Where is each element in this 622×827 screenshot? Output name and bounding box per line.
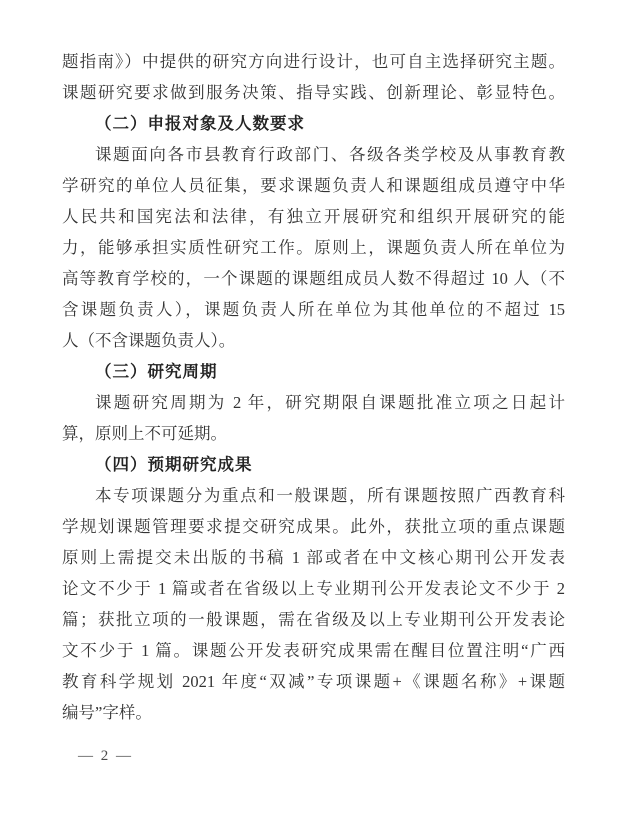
- text-line: 课题研究周期为 2 年，研究期限自课题批准立项之日起计: [95, 393, 565, 412]
- text-line: 课题面向各市县教育行政部门、各级各类学校及从事教育教: [95, 145, 565, 164]
- section-heading: （三）研究周期: [95, 362, 218, 381]
- text-line: 含课题负责人），课题负责人所在单位为其他单位的不超过 15: [62, 300, 565, 319]
- text-line: 人民共和国宪法和法律，有独立开展研究和组织开展研究的能: [62, 207, 565, 226]
- text-line: 算，原则上不可延期。: [62, 424, 227, 443]
- text-line: 原则上需提交未出版的书稿 1 部或者在中文核心期刊公开发表: [62, 548, 565, 567]
- text-line: 力，能够承担实质性研究工作。原则上，课题负责人所在单位为: [62, 238, 565, 257]
- text-line: 题指南》）中提供的研究方向进行设计，也可自主选择研究主题。: [62, 52, 565, 71]
- section-heading: （二）申报对象及人数要求: [95, 114, 305, 133]
- text-line: 本专项课题分为重点和一般课题，所有课题按照广西教育科: [95, 486, 565, 505]
- text-line: 教育科学规划 2021 年度“双减”专项课题+《课题名称》+课题: [62, 672, 565, 691]
- text-line: 文不少于 1 篇。课题公开发表研究成果需在醒目位置注明“广西: [62, 641, 565, 660]
- text-line: 课题研究要求做到服务决策、指导实践、创新理论、彰显特色。: [62, 83, 565, 102]
- section-heading: （四）预期研究成果: [95, 455, 253, 474]
- text-line: 学研究的单位人员征集，要求课题负责人和课题组成员遵守中华: [62, 176, 565, 195]
- text-line: 篇；获批立项的一般课题，需在省级及以上专业期刊公开发表论: [62, 610, 565, 629]
- text-line: 论文不少于 1 篇或者在省级以上专业期刊公开发表论文不少于 2: [62, 579, 565, 598]
- page-number: — 2 —: [78, 748, 133, 764]
- text-line: 编号”字样。: [62, 703, 152, 722]
- text-line: 学规划课题管理要求提交研究成果。此外，获批立项的重点课题: [62, 517, 565, 536]
- text-line: 高等教育学校的，一个课题的课题组成员人数不得超过 10 人（不: [62, 269, 565, 288]
- document-body: [62, 46, 565, 728]
- text-line: 人（不含课题负责人）。: [62, 331, 236, 350]
